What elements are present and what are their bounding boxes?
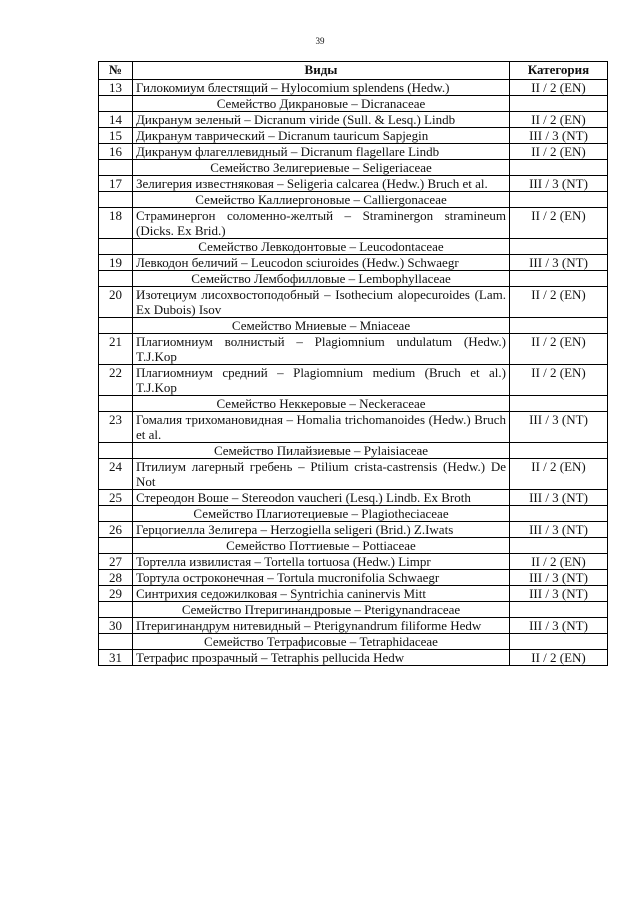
family-name: Семейство Дикрановые – Dicranaceae (133, 96, 510, 112)
category-value: II / 2 (EN) (510, 650, 608, 666)
species-name: Синтрихия седожилковая – Syntrichia caninervis Mitt (133, 586, 510, 602)
category-value: III / 3 (NT) (510, 255, 608, 271)
family-category-cell (510, 538, 608, 554)
row-number: 17 (99, 176, 133, 192)
family-number-cell (99, 602, 133, 618)
table-header-row (99, 62, 608, 80)
family-category-cell (510, 96, 608, 112)
family-name: Семейство Плагиотециевые – Plagiotheciaceae (133, 506, 510, 522)
category-value: III / 3 (NT) (510, 618, 608, 634)
species-row (99, 554, 608, 570)
species-row (99, 570, 608, 586)
species-row (99, 365, 608, 396)
row-number: 16 (99, 144, 133, 160)
row-number: 19 (99, 255, 133, 271)
species-name: Страминергон соломенно-желтый – Straminergon stramineum (Dicks. Ex Brid.) (133, 208, 510, 239)
species-name: Дикранум флагеллевидный – Dicranum flagellare Lindb (133, 144, 510, 160)
species-row (99, 650, 608, 666)
species-name: Тортелла извилистая – Tortella tortuosa (Hedw.) Limpr (133, 554, 510, 570)
species-name: Стереодон Воше – Stereodon vaucheri (Lesq.) Lindb. Ex Broth (133, 490, 510, 506)
species-name: Дикранум зеленый – Dicranum viride (Sull. & Lesq.) Lindb (133, 112, 510, 128)
species-row (99, 80, 608, 96)
category-value: II / 2 (EN) (510, 365, 608, 396)
species-name: Зелигерия известняковая – Seligeria calcarea (Hedw.) Bruch et al. (133, 176, 510, 192)
family-category-cell (510, 160, 608, 176)
row-number: 18 (99, 208, 133, 239)
row-number: 24 (99, 459, 133, 490)
species-table (98, 61, 608, 666)
family-name: Семейство Мниевые – Mniaceae (133, 318, 510, 334)
family-number-cell (99, 96, 133, 112)
family-row (99, 634, 608, 650)
family-number-cell (99, 634, 133, 650)
species-row (99, 144, 608, 160)
species-row (99, 112, 608, 128)
family-row (99, 396, 608, 412)
species-row (99, 586, 608, 602)
family-row (99, 506, 608, 522)
species-name: Изотециум лисохвостоподобный – Isothecium alopecuroides (Lam. Ex Dubois) Isov (133, 287, 510, 318)
species-name: Дикранум таврический – Dicranum tauricum Sapjegin (133, 128, 510, 144)
family-number-cell (99, 396, 133, 412)
family-category-cell (510, 271, 608, 287)
category-value: III / 3 (NT) (510, 586, 608, 602)
family-row (99, 96, 608, 112)
family-name: Семейство Неккеровые – Neckeraceae (133, 396, 510, 412)
category-value: II / 2 (EN) (510, 334, 608, 365)
family-name: Семейство Пилайзиевые – Pylaisiaceae (133, 443, 510, 459)
family-number-cell (99, 160, 133, 176)
family-row (99, 192, 608, 208)
family-row (99, 443, 608, 459)
species-name: Плагиомниум волнистый – Plagiomnium undulatum (Hedw.) T.J.Kop (133, 334, 510, 365)
family-category-cell (510, 506, 608, 522)
species-row (99, 287, 608, 318)
family-row (99, 239, 608, 255)
category-value: II / 2 (EN) (510, 112, 608, 128)
family-number-cell (99, 239, 133, 255)
species-name: Гомалия трихомановидная – Homalia trichomanoides (Hedw.) Bruch et al. (133, 412, 510, 443)
header-number: № (99, 62, 133, 80)
species-row (99, 618, 608, 634)
species-name: Птилиум лагерный гребень – Ptilium crista-castrensis (Hedw.) De Not (133, 459, 510, 490)
family-name: Семейство Тетрафисовые – Tetraphidaceae (133, 634, 510, 650)
species-row (99, 128, 608, 144)
category-value: III / 3 (NT) (510, 522, 608, 538)
family-name: Семейство Зелигериевые – Seligeriaceae (133, 160, 510, 176)
family-name: Семейство Каллиергоновые – Calliergonaceae (133, 192, 510, 208)
species-name: Тортула остроконечная – Tortula mucronifolia Schwaegr (133, 570, 510, 586)
category-value: II / 2 (EN) (510, 144, 608, 160)
species-name: Птеригинандрум нитевидный – Pterigynandrum filiforme Hedw (133, 618, 510, 634)
species-row (99, 208, 608, 239)
family-category-cell (510, 602, 608, 618)
species-row (99, 334, 608, 365)
family-category-cell (510, 192, 608, 208)
family-name: Семейство Лембофилловые – Lembophyllaceae (133, 271, 510, 287)
family-number-cell (99, 443, 133, 459)
species-name: Герцогиелла Зелигера – Herzogiella seligeri (Brid.) Z.Iwats (133, 522, 510, 538)
category-value: III / 3 (NT) (510, 490, 608, 506)
species-row (99, 490, 608, 506)
species-row (99, 522, 608, 538)
family-name: Семейство Левкодонтовые – Leucodontaceae (133, 239, 510, 255)
family-row (99, 318, 608, 334)
row-number: 30 (99, 618, 133, 634)
page-number: 39 (315, 36, 325, 46)
row-number: 13 (99, 80, 133, 96)
family-row (99, 538, 608, 554)
category-value: II / 2 (EN) (510, 287, 608, 318)
family-number-cell (99, 506, 133, 522)
header-species: Виды (133, 62, 510, 80)
species-name: Плагиомниум средний – Plagiomnium medium (Bruch et al.) T.J.Kop (133, 365, 510, 396)
family-number-cell (99, 538, 133, 554)
row-number: 20 (99, 287, 133, 318)
category-value: II / 2 (EN) (510, 208, 608, 239)
family-row (99, 271, 608, 287)
row-number: 21 (99, 334, 133, 365)
species-name: Левкодон беличий – Leucodon sciuroides (Hedw.) Schwaegr (133, 255, 510, 271)
row-number: 27 (99, 554, 133, 570)
family-name: Семейство Птеригинандровые – Pterigynandraceae (133, 602, 510, 618)
family-number-cell (99, 318, 133, 334)
species-row (99, 459, 608, 490)
family-name: Семейство Поттиевые – Pottiaceae (133, 538, 510, 554)
species-name: Тетрафис прозрачный – Tetraphis pellucida Hedw (133, 650, 510, 666)
category-value: III / 3 (NT) (510, 570, 608, 586)
family-row (99, 602, 608, 618)
family-category-cell (510, 634, 608, 650)
category-value: II / 2 (EN) (510, 459, 608, 490)
family-category-cell (510, 239, 608, 255)
row-number: 28 (99, 570, 133, 586)
row-number: 25 (99, 490, 133, 506)
species-row (99, 412, 608, 443)
category-value: II / 2 (EN) (510, 554, 608, 570)
category-value: III / 3 (NT) (510, 412, 608, 443)
row-number: 15 (99, 128, 133, 144)
species-row (99, 176, 608, 192)
category-value: III / 3 (NT) (510, 176, 608, 192)
family-number-cell (99, 192, 133, 208)
row-number: 31 (99, 650, 133, 666)
row-number: 14 (99, 112, 133, 128)
species-row (99, 255, 608, 271)
family-number-cell (99, 271, 133, 287)
row-number: 26 (99, 522, 133, 538)
header-category: Категория (510, 62, 608, 80)
family-category-cell (510, 443, 608, 459)
row-number: 29 (99, 586, 133, 602)
row-number: 22 (99, 365, 133, 396)
family-row (99, 160, 608, 176)
species-name: Гилокомиум блестящий – Hylocomium splendens (Hedw.) (133, 80, 510, 96)
category-value: II / 2 (EN) (510, 80, 608, 96)
category-value: III / 3 (NT) (510, 128, 608, 144)
row-number: 23 (99, 412, 133, 443)
family-category-cell (510, 318, 608, 334)
family-category-cell (510, 396, 608, 412)
